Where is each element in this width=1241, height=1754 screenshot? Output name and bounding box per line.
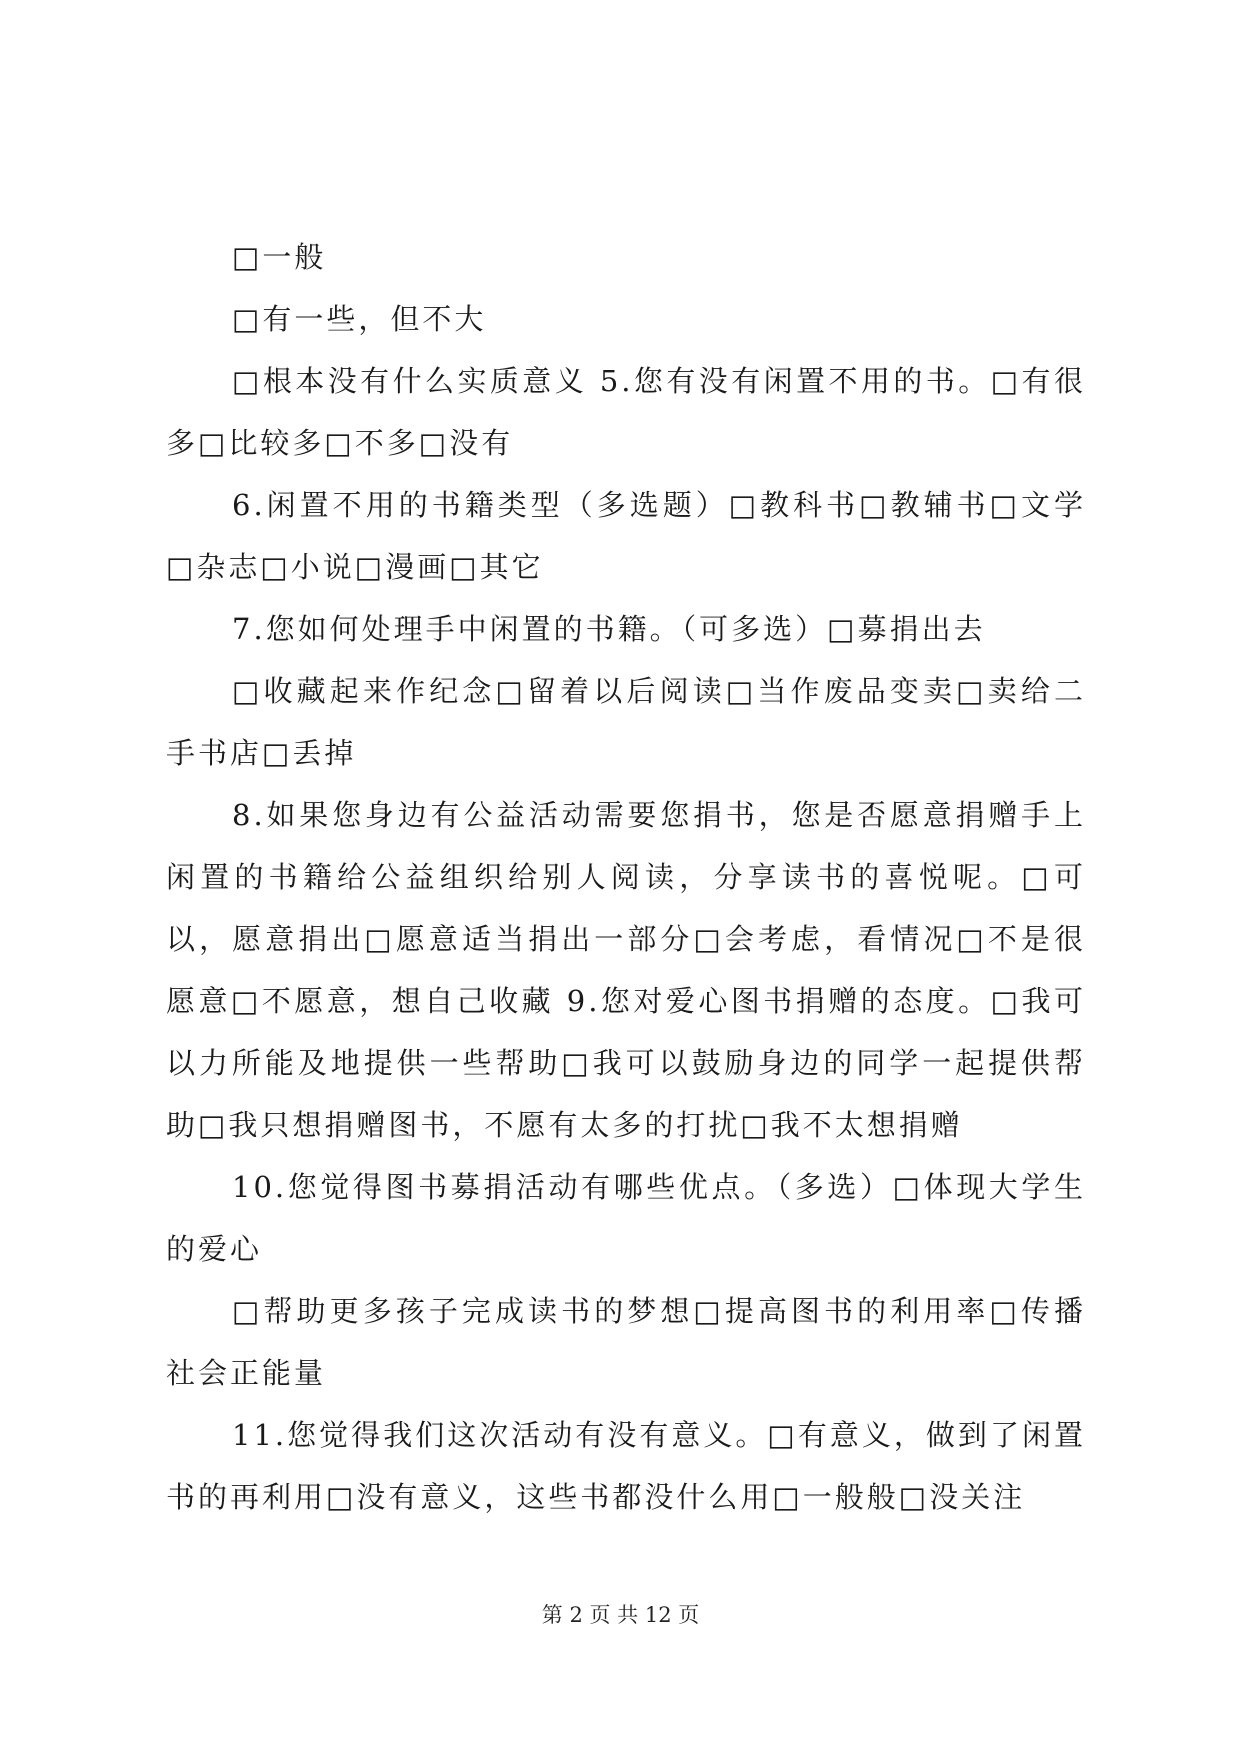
paragraph-question-10: 10.您觉得图书募捐活动有哪些优点。（多选）□体现大学生的爱心 <box>166 1170 1086 1266</box>
paragraph-question-10-options: □帮助更多孩子完成读书的梦想□提高图书的利用率□传播社会正能量 <box>166 1294 1086 1390</box>
paragraph-option-general: □一般 <box>232 240 327 274</box>
paragraph-question-8-9: 8.如果您身边有公益活动需要您捐书，您是否愿意捐赠手上闲置的书籍给公益组织给别人阅读，分享读书的喜悦呢。□可以，愿意捐出□愿意适当捐出一部分□会考虑，看情况□不是很愿意□不愿意，想自己收藏 9.您对爱心图书捐赠的态度。□我可以力所能及地提供一些帮助□我可以鼓励身边的同学一起提供帮助□我只想捐赠图书，不愿有太多的打扰□我不太想捐赠 <box>166 798 1086 1142</box>
paragraph-option-some: □有一些，但不大 <box>232 302 487 336</box>
paragraph-question-5: □根本没有什么实质意义 5.您有没有闲置不用的书。□有很多□比较多□不多□没有 <box>166 364 1086 460</box>
document-body <box>166 226 1086 1528</box>
paragraph-question-11: 11.您觉得我们这次活动有没有意义。□有意义，做到了闲置书的再利用□没有意义，这些书都没什么用□一般般□没关注 <box>166 1418 1086 1514</box>
paragraph-question-7: 7.您如何处理手中闲置的书籍。（可多选）□募捐出去 <box>232 612 986 646</box>
paragraph-question-7-options: □收藏起来作纪念□留着以后阅读□当作废品变卖□卖给二手书店□丢掉 <box>166 674 1086 770</box>
paragraph-question-6: 6.闲置不用的书籍类型（多选题）□教科书□教辅书□文学□杂志□小说□漫画□其它 <box>166 488 1086 584</box>
page-number-footer: 第 2 页 共 12 页 <box>541 1603 700 1627</box>
